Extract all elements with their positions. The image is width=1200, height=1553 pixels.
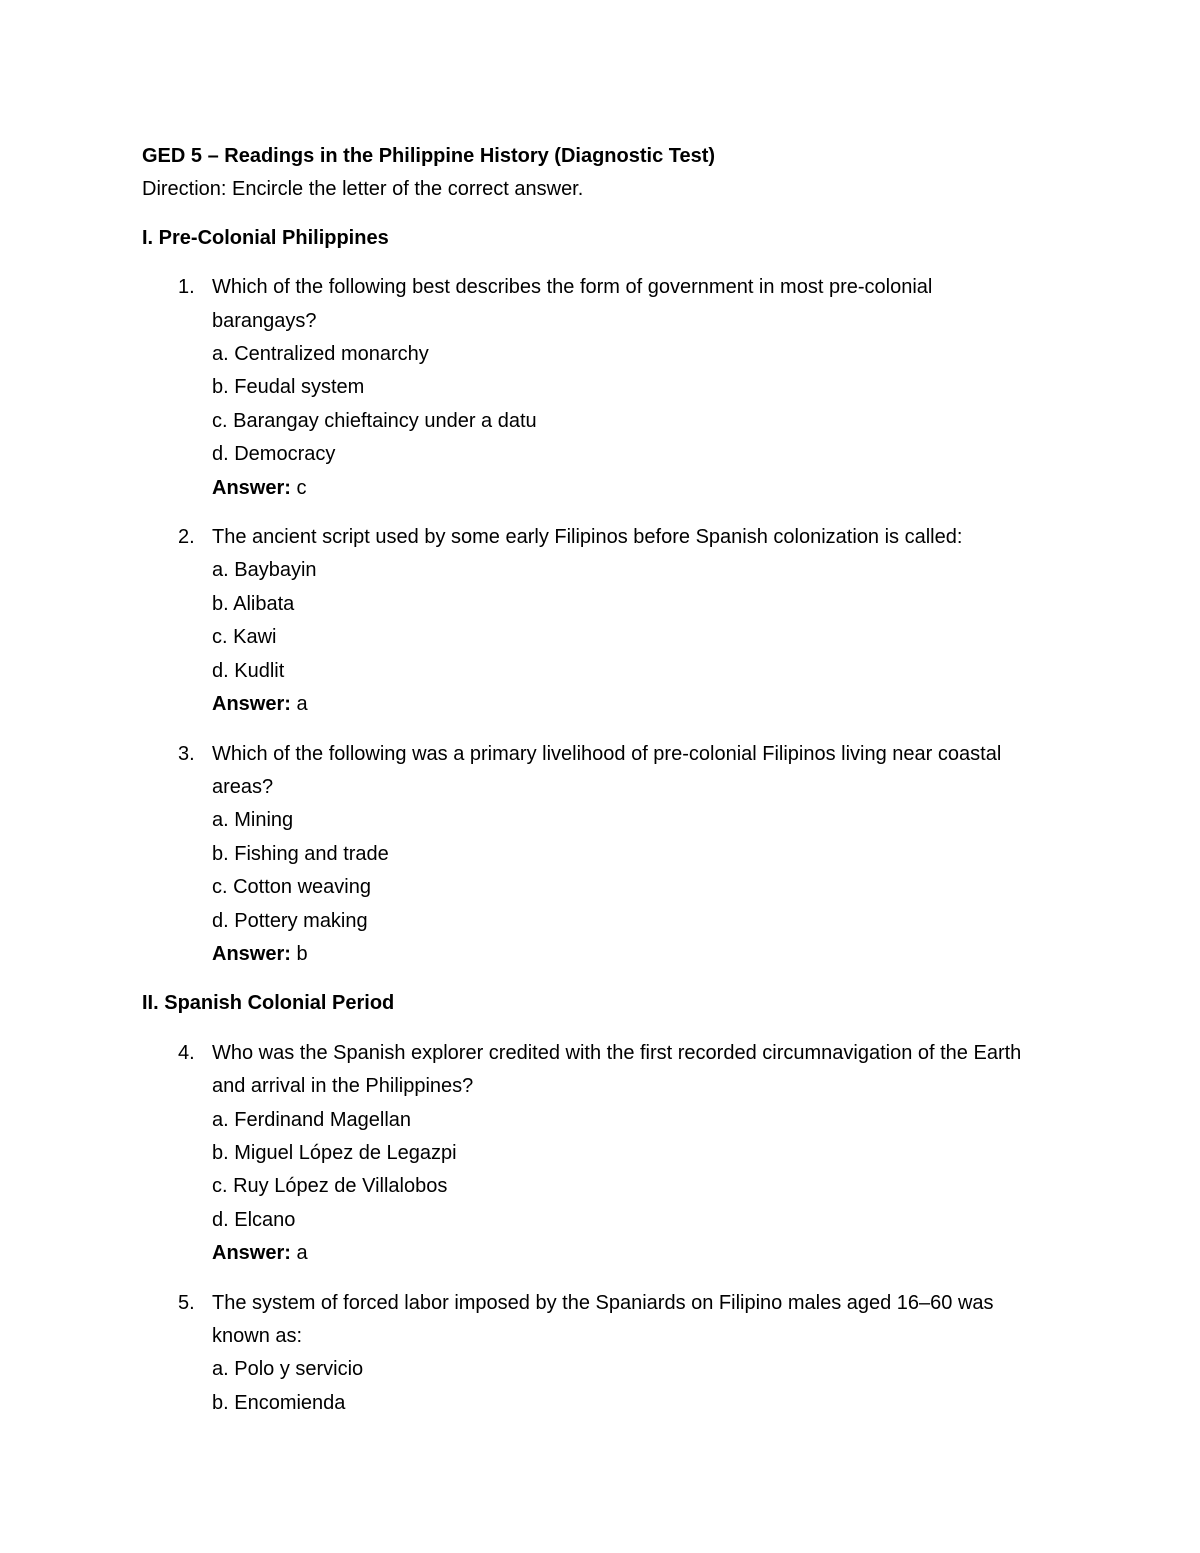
option-d: d. Elcano [212,1208,296,1231]
question-number: 1. [178,276,195,299]
option-b: b. Miguel López de Legazpi [212,1141,457,1164]
answer-label: Answer: [212,693,291,716]
question-number: 5. [178,1291,195,1314]
option-a: a. Ferdinand Magellan [212,1108,412,1131]
answer-value: a [290,693,308,716]
answer-line [212,938,1042,971]
question-item [142,1287,1072,1421]
option-c: c. Ruy López de Villalobos [212,1175,448,1198]
answer-line [212,472,1042,505]
answer-value: b [290,942,308,965]
answer-value: c [290,476,307,499]
question-number: 4. [178,1041,195,1064]
option-d: d. Pottery making [212,909,368,932]
question-text: Who was the Spanish explorer credited with the first recorded circumnavigation of the Earth and arrival in the Philippines? [212,1041,1022,1098]
answer-line [212,688,1042,721]
option-b: b. Alibata [212,592,295,615]
question-number: 2. [178,526,195,549]
option-d: d. Democracy [212,443,336,466]
question-text: Which of the following best describes the form of government in most pre-colonial barangays? [212,276,933,332]
answer-label: Answer: [212,476,291,499]
option-a: a. Baybayin [212,559,317,582]
option-d: d. Kudlit [212,659,285,682]
option-c: c. Kawi [212,626,277,649]
question-item [142,271,1072,505]
direction-text: Direction: Encircle the letter of the correct answer. [142,178,584,201]
option-a: a. Centralized monarchy [212,343,429,366]
question-item [142,1037,1072,1271]
option-c: c. Cotton weaving [212,876,371,899]
answer-label: Answer: [212,1242,291,1265]
question-number: 3. [178,742,195,765]
answer-line [212,1237,1042,1270]
question-item [142,521,1072,721]
question-text: The ancient script used by some early Filipinos before Spanish colonization is called: [212,526,963,549]
section-heading-spanish-colonial: II. Spanish Colonial Period [142,992,395,1015]
section-heading-pre-colonial: I. Pre-Colonial Philippines [142,226,389,249]
option-c: c. Barangay chieftaincy under a datu [212,409,537,432]
question-item [142,738,1072,972]
option-a: a. Mining [212,809,294,832]
answer-value: a [290,1242,308,1265]
question-text: Which of the following was a primary livelihood of pre-colonial Filipinos living near coastal areas? [212,742,1002,798]
option-b: b. Feudal system [212,376,365,399]
document-title: GED 5 – Readings in the Philippine History (Diagnostic Test) [142,145,716,167]
option-b: b. Fishing and trade [212,842,389,865]
option-b: b. Encomienda [212,1391,346,1414]
answer-label: Answer: [212,942,291,965]
document-content [142,140,1072,1436]
question-text: The system of forced labor imposed by the Spaniards on Filipino males aged 16–60 was known as: [212,1291,994,1347]
option-a: a. Polo y servicio [212,1358,364,1381]
